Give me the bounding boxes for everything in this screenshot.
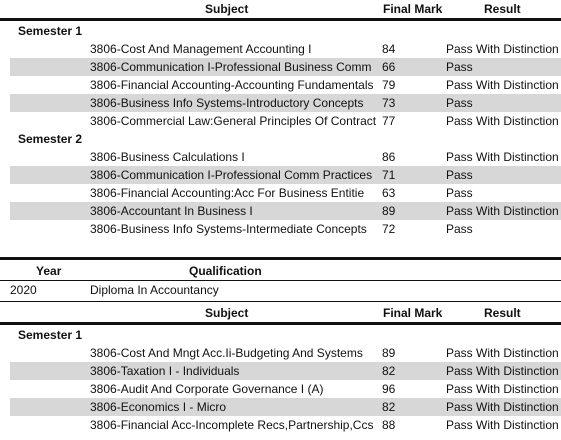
- table-row: [0, 166, 561, 184]
- table-row: [0, 220, 561, 238]
- semester-label: Semester 1: [18, 24, 83, 38]
- table-row: [0, 148, 561, 166]
- subject-cell: 3806-Cost And Mngt Acc.Ii-Budgeting And Systems: [90, 346, 363, 360]
- mark-cell: 84: [382, 42, 396, 56]
- subject-cell: 3806-Cost And Management Accounting I: [90, 42, 312, 56]
- table-row: [0, 112, 561, 130]
- mark-cell: 66: [382, 60, 396, 74]
- subject-cell: 3806-Economics I - Micro: [90, 400, 227, 414]
- mark-cell: 89: [382, 204, 396, 218]
- header-year: Year: [36, 264, 62, 278]
- table-row: [0, 94, 561, 112]
- result-cell: Pass: [446, 186, 473, 200]
- mark-cell: 82: [382, 364, 396, 378]
- result-cell: Pass With Distinction: [446, 78, 559, 92]
- subject-cell: 3806-Business Info Systems-Intermediate Concepts: [90, 222, 367, 236]
- table-row: [0, 184, 561, 202]
- mark-cell: 89: [382, 346, 396, 360]
- result-cell: Pass: [446, 222, 473, 236]
- qualification-header: [0, 264, 561, 280]
- qualification-name: Diploma In Accountancy: [90, 283, 219, 297]
- result-cell: Pass: [446, 168, 473, 182]
- subject-cell: 3806-Accountant In Business I: [90, 204, 253, 218]
- section-rule-2: [0, 301, 561, 302]
- result-cell: Pass: [446, 96, 473, 110]
- mark-cell: 88: [382, 418, 396, 432]
- mark-cell: 96: [382, 382, 396, 396]
- result-cell: Pass With Distinction: [446, 418, 559, 432]
- subject-cell: 3806-Business Info Systems-Introductory Concepts: [90, 96, 364, 110]
- table-row: [0, 416, 561, 434]
- mark-cell: 79: [382, 78, 396, 92]
- mark-cell: 71: [382, 168, 396, 182]
- mark-cell: 82: [382, 400, 396, 414]
- mark-cell: 77: [382, 114, 396, 128]
- result-cell: Pass With Distinction: [446, 382, 559, 396]
- table-row: [0, 380, 561, 398]
- result-cell: Pass: [446, 60, 473, 74]
- header-final-mark: Final Mark: [383, 2, 443, 16]
- mark-cell: 63: [382, 186, 396, 200]
- subject-cell: 3806-Financial Accounting-Accounting Fundamentals: [90, 78, 374, 92]
- subject-cell: 3806-Financial Acc-Incomplete Recs,Partnership,Ccs: [90, 418, 374, 432]
- table-header: [0, 2, 561, 18]
- header-rule-2: [0, 322, 561, 325]
- result-cell: Pass With Distinction: [446, 150, 559, 164]
- qualification-year: 2020: [10, 283, 37, 297]
- subject-cell: 3806-Taxation I - Individuals: [90, 364, 240, 378]
- subject-cell: 3806-Business Calculations I: [90, 150, 245, 164]
- header-subject-2: Subject: [205, 306, 249, 320]
- header-result: Result: [484, 2, 521, 16]
- mark-cell: 72: [382, 222, 396, 236]
- table-header-2: [0, 306, 561, 322]
- result-cell: Pass With Distinction: [446, 204, 559, 218]
- subject-cell: 3806-Financial Accounting:Acc For Business Entitie: [90, 186, 365, 200]
- qualification-row: [0, 283, 561, 299]
- header-rule: [0, 18, 561, 21]
- result-cell: Pass With Distinction: [446, 400, 559, 414]
- table-row: [0, 202, 561, 220]
- table-row: [0, 40, 561, 58]
- header-result-2: Result: [484, 306, 521, 320]
- semester-label: Semester 2: [18, 132, 83, 146]
- section-rule: [0, 257, 561, 260]
- result-cell: Pass With Distinction: [446, 346, 559, 360]
- table-row: [0, 398, 561, 416]
- table-row: [0, 76, 561, 94]
- subject-cell: 3806-Communication I-Professional Business Comm: [90, 60, 372, 74]
- mark-cell: 86: [382, 150, 396, 164]
- table-row: [0, 58, 561, 76]
- result-cell: Pass With Distinction: [446, 114, 559, 128]
- result-cell: Pass With Distinction: [446, 364, 559, 378]
- table-row: [0, 362, 561, 380]
- subject-cell: 3806-Commercial Law:General Principles Of Contract: [90, 114, 377, 128]
- header-qualification: Qualification: [189, 264, 262, 278]
- mark-cell: 73: [382, 96, 396, 110]
- subject-cell: 3806-Communication I-Professional Comm Practices: [90, 168, 373, 182]
- semester-label: Semester 1: [18, 328, 83, 342]
- header-final-mark-2: Final Mark: [383, 306, 443, 320]
- subject-cell: 3806-Audit And Corporate Governance I (A): [90, 382, 324, 396]
- table-row: [0, 344, 561, 362]
- qualification-rule: [0, 280, 561, 281]
- header-subject: Subject: [205, 2, 249, 16]
- result-cell: Pass With Distinction: [446, 42, 559, 56]
